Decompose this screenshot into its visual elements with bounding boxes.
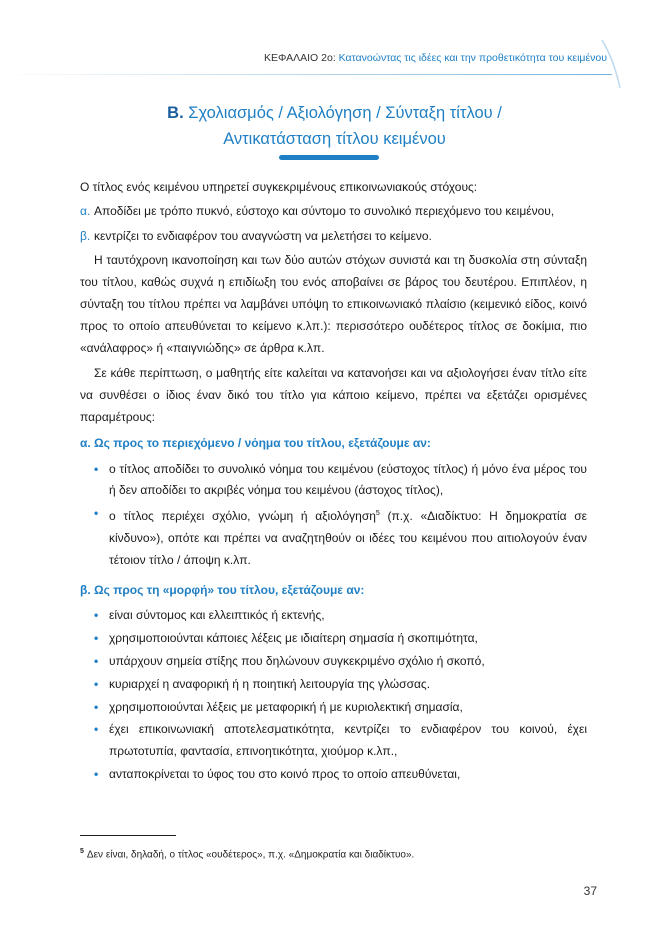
bullet-icon: • — [94, 506, 99, 521]
header-chapter: ΚΕΦΑΛΑΙΟ 2ο: — [264, 52, 336, 64]
list-item — [94, 697, 587, 719]
bullet-icon: • — [94, 608, 99, 623]
page-body — [80, 177, 587, 794]
list-item-text: ανταποκρίνεται το ύφος του στο κοινό προς το οποίο απευθύνεται, — [109, 766, 461, 781]
list-item — [94, 764, 587, 786]
bullet-icon: • — [94, 699, 99, 714]
header-swoosh-decoration — [600, 38, 622, 90]
intro-paragraph: Ο τίτλος ενός κειμένου υπηρετεί συγκεκριμένους επικοινωνιακούς στόχους: — [80, 180, 478, 194]
body-paragraph: Σε κάθε περίπτωση, ο μαθητής είτε καλείται να κατανοήσει και να αξιολογήσει έναν τίτλο είτε να συνθέσει ο ίδιος έναν δικό του τίτλο για κάποιο κείμενο, πρέπει να εξετάζει ορισμένες παραμέτρους: — [80, 366, 587, 424]
title-underline — [279, 155, 379, 160]
bullet-icon: • — [94, 461, 99, 476]
goal-text: Αποδίδει με τρόπο πυκνό, εύστοχο και σύντομο το συνολικό περιεχόμενο του κειμένου, — [94, 203, 555, 218]
bullet-icon: • — [94, 676, 99, 691]
list-item-text: ο τίτλος αποδίδει το συνολικό νόημα του κειμένου (εύστοχος τίτλος) ή μόνο ένα μέρος του ή δεν αποδίδει το ακριβές νόημα του κειμένου (άστοχος τίτλος), — [109, 461, 587, 498]
page-number: 37 — [583, 884, 597, 898]
footnote-reference[interactable]: 5 — [375, 510, 380, 518]
subsection-heading-content — [80, 433, 587, 455]
list-item — [94, 719, 587, 763]
list-item — [94, 651, 587, 673]
running-header — [0, 52, 607, 64]
section-title-line-1 — [0, 100, 669, 126]
goal-text: κεντρίζει το ενδιαφέρον του αναγνώστη να μελετήσει το κείμενο. — [94, 228, 432, 243]
goal-item — [80, 226, 587, 248]
list-item-text: ο τίτλος περιέχει σχόλιο, γνώμη ή αξιολόγηση — [109, 509, 376, 524]
list-item-text: υπάρχουν σημεία στίξης που δηλώνουν συγκεκριμένο σχόλιο ή σκοπό, — [109, 653, 485, 668]
list-item-text-continued: (π.χ. «Διαδίκτυο: Η δημοκρατία σε κίνδυνο»), οπότε και πρέπει να αναζητηθούν οι ιδέες του κειμένου που αιτιολογούν έναν τέτοιον τίτλο / άποψη κ.λπ. — [109, 509, 588, 567]
section-title — [0, 100, 669, 152]
content-criteria-list — [80, 459, 587, 572]
footnote-divider — [80, 835, 176, 836]
footnote-text: Δεν είναι, δηλαδή, ο τίτλος «ουδέτερος», π.χ. «Δημοκρατία και διαδίκτυο». — [86, 849, 415, 861]
list-item — [94, 503, 587, 571]
list-item — [94, 605, 587, 627]
bullet-icon: • — [94, 722, 99, 737]
subsection-marker: β. — [80, 582, 91, 597]
bullet-icon: • — [94, 653, 99, 668]
list-item-text: είναι σύντομος και ελλειπτικός ή εκτενής, — [109, 608, 325, 623]
list-item — [94, 459, 587, 503]
subsection-heading-text: Ως προς το περιεχόμενο / νόημα του τίτλου, εξετάζουμε αν: — [94, 435, 431, 450]
footnote — [80, 848, 414, 860]
list-item — [94, 674, 587, 696]
header-rule — [0, 74, 612, 75]
bullet-icon: • — [94, 631, 99, 646]
header-subtitle: Κατανοώντας τις ιδέες και την προθετικότητα του κειμένου — [338, 52, 607, 64]
form-criteria-list — [80, 605, 587, 785]
list-item-text: χρησιμοποιούνται κάποιες λέξεις με ιδιαίτερη σημασία ή σκοπιμότητα, — [109, 631, 478, 646]
subsection-marker: α. — [80, 435, 91, 450]
section-title-text-1: Σχολιασμός / Αξιολόγηση / Σύνταξη τίτλου / — [188, 104, 502, 122]
list-item-text: κυριαρχεί η αναφορική ή η ποιητική λειτουργία της γλώσσας. — [109, 676, 431, 691]
footnote-number: 5 — [80, 848, 84, 855]
section-title-line-2: Αντικατάσταση τίτλου κειμένου — [223, 130, 446, 148]
goal-marker: β. — [80, 228, 91, 243]
list-item-text: έχει επικοινωνιακή αποτελεσματικότητα, κεντρίζει το ενδιαφέρον του κοινού, έχει πρωτοτυπία, φαντασία, επινοητικότητα, χιούμορ κ.λπ., — [109, 722, 587, 759]
goal-marker: α. — [80, 203, 91, 218]
goal-item — [80, 201, 587, 223]
list-item — [94, 628, 587, 650]
subsection-heading-text: Ως προς τη «μορφή» του τίτλου, εξετάζουμε αν: — [94, 582, 365, 597]
subsection-heading-form — [80, 580, 587, 602]
list-item-text: χρησιμοποιούνται λέξεις με μεταφορική ή με κυριολεκτική σημασία, — [109, 699, 463, 714]
section-title-letter: Β. — [167, 104, 184, 122]
body-paragraph: Η ταυτόχρονη ικανοποίηση και των δύο αυτών στόχων συνιστά και τη δυσκολία στη σύνταξη του τίτλου, καθώς συχνά η επιδίωξη του ενός αποβαίνει σε βάρος του δευτέρου. Επιπλέον, η σύνταξη του τίτλου πρέπει να λαμβάνει υπόψη το επικοινωνιακό πλαίσιο (κειμενικό είδος, κοινό προς το οποίο απευθύνεται το κείμενο κ.λπ.): περισσότερο ουδέτερος τίτλος σε δοκίμια, πιο «ανάλαφρος» ή «παιγνιώδης» σε άρθρα κ.λπ. — [80, 253, 587, 355]
bullet-icon: • — [94, 766, 99, 781]
